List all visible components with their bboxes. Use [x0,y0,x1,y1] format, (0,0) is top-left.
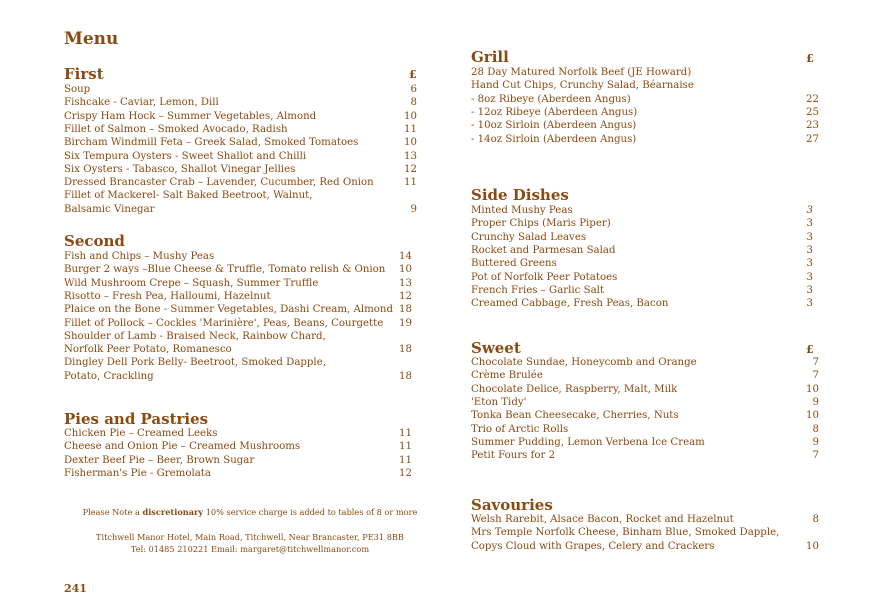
menu-item-price: 3 [806,231,813,243]
service-charge-note [80,507,420,517]
menu-item-name: Burger 2 ways –Blue Cheese & Truffle, Tomato relish & Onion [64,264,386,276]
note-bold: discretionary [142,507,204,517]
menu-item-price: 18 [399,304,412,316]
menu-item-price: 11 [399,454,412,466]
menu-item-name: Dexter Beef Pie – Beer, Brown Sugar [64,454,255,466]
menu-item-name: Minted Mushy Peas [471,205,573,216]
menu-item-name: 28 Day Matured Norfolk Beef (JE Howard) [471,67,692,78]
menu-item-name: Summer Pudding, Lemon Verbena Ice Cream [471,436,705,448]
menu-item-price: 3 [806,244,813,256]
note-suffix: 10% service charge is added to tables of 8 or more [203,507,418,517]
menu-item-name: Bircham Windmill Feta – Greek Salad, Smoked Tomatoes [64,137,359,149]
menu-item-name: Petit Fours for 2 [471,450,556,462]
menu-item-price: 10 [404,110,417,122]
menu-item-name: Cheese and Onion Pie – Creamed Mushrooms [64,441,301,453]
menu-item-name: Wild Mushroom Crepe – Squash, Summer Truffle [64,277,319,289]
menu-item-price: 12 [404,163,417,175]
section-title-sweet: Sweet [471,339,521,357]
menu-item-name: Trio of Arctic Rolls [471,423,569,435]
menu-item-name: Fillet of Pollock – Cockles 'Marinière', Peas, Beans, Courgette [64,317,384,329]
menu-item-price: 11 [399,428,412,439]
section-title-grill: Grill [471,48,509,66]
menu-item-name: Mrs Temple Norfolk Cheese, Binham Blue, Smoked Dapple, [471,527,780,539]
page-number: 241 [64,582,87,595]
menu-item-name: Tonka Bean Cheesecake, Cherries, Nuts [471,410,679,422]
menu-item-name: Fillet of Salmon – Smoked Avocado, Radish [64,123,288,135]
menu-item-name: Balsamic Vinegar [64,203,155,215]
menu-item-price: 22 [806,93,819,105]
menu-item-price: 12 [399,467,412,479]
hotel-address: Titchwell Manor Hotel, Main Road, Titchwell, Near Brancaster, PE31 8BB [96,532,404,542]
menu-item-price: 7 [812,370,819,382]
page-title: Menu [64,29,119,49]
menu-item-price: 9 [812,396,819,408]
menu-item-price: 18 [399,344,412,356]
menu-item-price: 25 [806,106,819,118]
menu-item-price: 3 [806,258,813,270]
menu-item-price: 10 [806,540,819,552]
menu-item-price: 13 [404,150,417,162]
menu-item-price: 18 [399,370,412,382]
currency-header-grill: £ [806,52,814,65]
menu-item-name: Potato, Crackling [64,370,154,382]
menu-item-name: Copys Cloud with Grapes, Celery and Crackers [471,540,715,552]
menu-item-price: 19 [399,317,412,329]
menu-item-name: - 12oz Ribeye (Aberdeen Angus) [471,106,638,118]
menu-item-price: 12 [399,290,412,302]
menu-item-price: 6 [410,84,417,95]
menu-item-name: French Fries – Garlic Salt [471,284,605,296]
menu-item-price: 13 [399,277,412,289]
menu-item-price: 10 [404,137,417,149]
menu-item-name: - 8oz Ribeye (Aberdeen Angus) [471,93,631,105]
menu-item-price: 10 [806,410,819,422]
menu-item-name: Rocket and Parmesan Salad [471,244,616,256]
menu-item-name: Six Oysters - Tabasco, Shallot Vinegar Jellies [64,163,296,175]
menu-item-price: 8 [812,514,819,525]
menu-item-name: Dingley Dell Pork Belly- Beetroot, Smoked Dapple, [64,357,326,369]
menu-item-price: 10 [399,264,412,276]
currency-header-sweet: £ [806,343,814,356]
menu-item-name: Risotto – Fresh Pea, Halloumi, Hazelnut [64,290,271,302]
section-title-sides: Side Dishes [471,186,569,204]
menu-item-name: Pot of Norfolk Peer Potatoes [471,271,618,283]
menu-item-name: Shoulder of Lamb - Braised Neck, Rainbow Chard, [64,330,326,342]
menu-item-price: 3 [806,271,813,283]
menu-item-price: 27 [806,133,819,145]
menu-item-name: Norfolk Peer Potato, Romanesco [64,344,232,356]
menu-item-price: 7 [812,357,819,368]
menu-item-name: Chocolate Sundae, Honeycomb and Orange [471,357,697,368]
menu-item-name: Soup [64,84,91,95]
menu-item-price: 3 [806,298,813,310]
menu-item-name: Hand Cut Chips, Crunchy Salad, Béarnaise [471,80,694,92]
menu-item-name: Proper Chips (Maris Piper) [471,218,611,230]
hotel-contact: Tel: 01485 210221 Email: margaret@titchwellmanor.com [130,544,370,554]
menu-item-price: 9 [410,203,417,215]
section-title-savouries: Savouries [471,496,553,514]
section-title-pies: Pies and Pastries [64,410,209,428]
menu-item-name: - 10oz Sirloin (Aberdeen Angus) [471,120,637,132]
menu-item-price: 11 [404,123,417,135]
menu-item-name: Welsh Rarebit, Alsace Bacon, Rocket and Hazelnut [471,514,734,525]
menu-item-price: 3 [806,284,813,296]
menu-item-price: 8 [410,97,417,109]
menu-item-name: Creamed Cabbage, Fresh Peas, Bacon [471,298,669,310]
menu-item-name: Six Tempura Oysters - Sweet Shallot and Chilli [64,150,307,162]
menu-item-name: Fishcake - Caviar, Lemon, Dill [64,97,219,109]
note-prefix: Please Note a [82,507,143,517]
section-title-first: First [64,65,104,83]
menu-item-name: 'Eton Tidy' [471,396,527,408]
menu-item-name: Crunchy Salad Leaves [471,231,587,243]
menu-item-price: 14 [399,251,412,262]
menu-item-name: Chocolate Delice, Raspberry, Malt, Milk [471,383,678,395]
menu-item-price: 23 [806,120,819,132]
currency-header-first: £ [409,68,417,81]
menu-item-price: 11 [404,177,417,189]
menu-item-name: Buttered Greens [471,258,557,270]
menu-item-price: 7 [812,450,819,462]
menu-item-name: Crème Brulée [471,370,543,382]
menu-item-price: 3 [806,205,813,216]
section-title-second: Second [64,232,125,250]
menu-item-name: Plaice on the Bone - Summer Vegetables, Dashi Cream, Almond [64,304,394,316]
menu-item-name: Fish and Chips – Mushy Peas [64,251,215,262]
menu-item-name: Fillet of Mackerel- Salt Baked Beetroot, Walnut, [64,190,313,202]
menu-item-price: 11 [399,441,412,453]
menu-item-price: 9 [812,436,819,448]
menu-item-name: - 14oz Sirloin (Aberdeen Angus) [471,133,637,145]
menu-item-name: Chicken Pie – Creamed Leeks [64,428,218,439]
menu-item-name: Dressed Brancaster Crab – Lavender, Cucumber, Red Onion [64,177,374,189]
menu-item-price: 3 [806,218,813,230]
menu-item-price: 8 [812,423,819,435]
menu-item-price: 10 [806,383,819,395]
menu-item-name: Fisherman's Pie - Gremolata [64,467,211,479]
menu-item-name: Crispy Ham Hock – Summer Vegetables, Almond [64,110,317,122]
